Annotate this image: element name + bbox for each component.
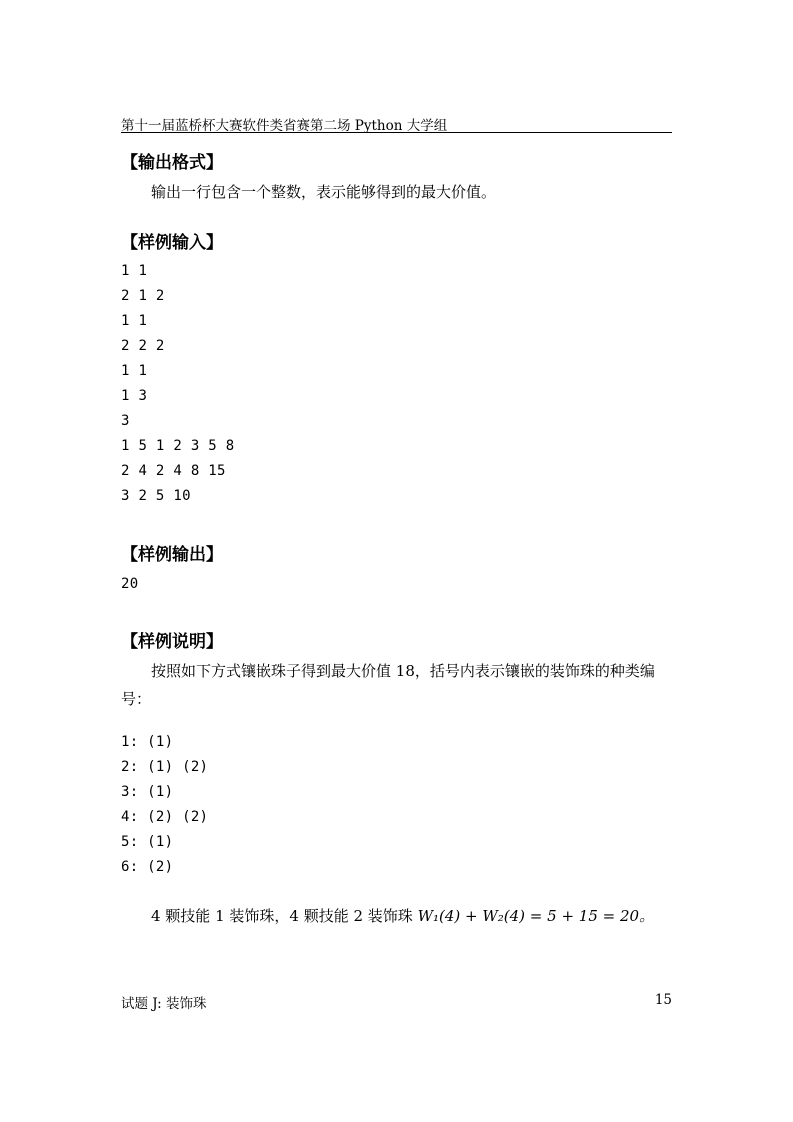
explanation-line: 4: (2) (2) [121, 809, 209, 825]
sample-output-line: 20 [121, 576, 139, 592]
sample-input-line: 1 1 [121, 313, 148, 329]
running-header: 第十一届蓝桥杯大赛软件类省赛第二场 Python 大学组 [121, 118, 448, 134]
sample-output-heading: 【样例输出】 [121, 545, 223, 565]
sample-input-heading: 【样例输入】 [121, 233, 223, 253]
explanation-line: 2: (1) (2) [121, 759, 209, 775]
explanation-line: 6: (2) [121, 859, 174, 875]
footer-problem-title: 试题 J: 装饰珠 [121, 996, 207, 1012]
sample-input-line: 1 1 [121, 263, 148, 279]
explanation-line: 3: (1) [121, 784, 174, 800]
sample-input-line: 2 4 2 4 8 15 [121, 463, 226, 479]
conclusion-formula: W₁(4) + W₂(4) = 5 + 15 = 20。 [417, 907, 655, 925]
sample-input-line: 1 1 [121, 363, 148, 379]
output-format-heading: 【输出格式】 [121, 153, 223, 173]
sample-input-line: 2 1 2 [121, 288, 165, 304]
conclusion-text: 4 颗技能 1 装饰珠，4 颗技能 2 装饰珠 [151, 907, 413, 925]
output-format-text: 输出一行包含一个整数，表示能够得到的最大价值。 [151, 183, 497, 201]
sample-input-line: 1 5 1 2 3 5 8 [121, 438, 235, 454]
explanation-conclusion [121, 902, 672, 930]
sample-explanation-text: 按照如下方式镶嵌珠子得到最大价值 18，括号内表示镶嵌的装饰珠的种类编号： [121, 662, 655, 708]
sample-input-line: 1 3 [121, 388, 148, 404]
header-rule [121, 132, 672, 133]
explanation-line: 5: (1) [121, 834, 174, 850]
page-number: 15 [654, 992, 672, 1008]
sample-input-line: 3 2 5 10 [121, 488, 191, 504]
sample-input-line: 2 2 2 [121, 338, 165, 354]
sample-explanation-heading: 【样例说明】 [121, 632, 223, 652]
explanation-line: 1: (1) [121, 734, 174, 750]
sample-input-line: 3 [121, 413, 130, 429]
